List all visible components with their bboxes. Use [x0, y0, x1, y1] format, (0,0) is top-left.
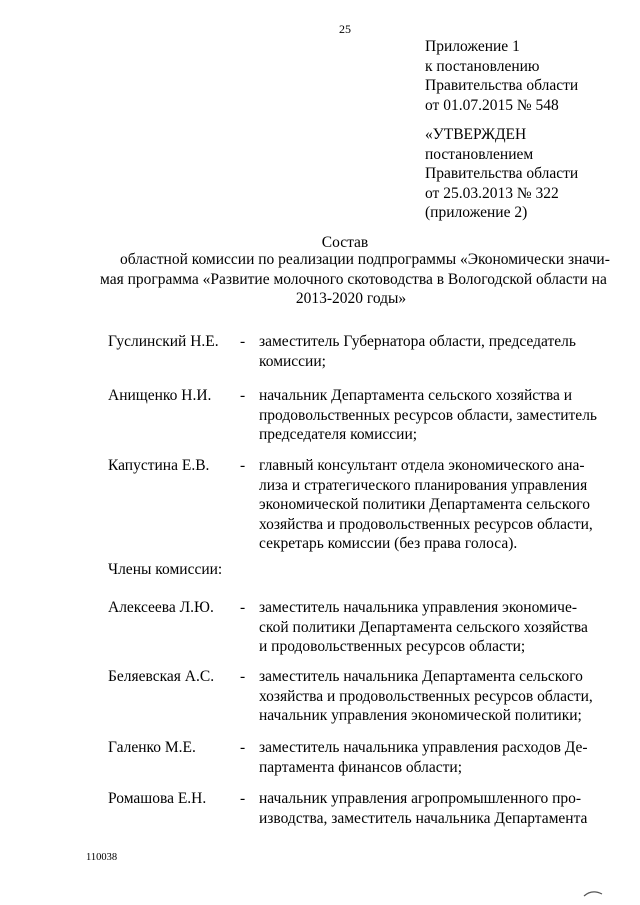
role-line: хозяйства и продовольственных ресурсов области,: [259, 515, 593, 533]
page-number: 25: [339, 22, 351, 36]
approval-line: (приложение 2): [425, 204, 528, 221]
approval-line: постановлением: [425, 145, 534, 163]
role-line: начальник Департамента сельского хозяйства и: [259, 387, 573, 404]
dash: -: [240, 599, 246, 616]
approval-line: «УТВЕРЖДЕН: [425, 126, 527, 143]
document-title: Состав: [321, 234, 369, 251]
person-role: [259, 332, 594, 371]
dash: -: [240, 790, 246, 807]
annex-line: Приложение 1: [425, 38, 520, 55]
person-role: [259, 386, 597, 445]
person-name: Ромашова Е.Н.: [108, 790, 207, 807]
annex-block: [425, 37, 578, 115]
person-role: [259, 667, 594, 726]
role-line: начальник управления агропромышленного про-: [259, 790, 582, 807]
heading-line: областной комиссии по реализации подпрограммы «Экономически значи-: [120, 251, 610, 268]
role-line: комиссии;: [259, 352, 326, 370]
role-line: заместитель Губернатора области, председатель: [259, 333, 576, 350]
role-line: заместитель начальника управления расходов Де-: [259, 739, 588, 756]
role-line: изводства, заместитель начальника Департамента: [259, 809, 588, 827]
role-line: продовольственных ресурсов области, заместитель: [259, 406, 597, 424]
person-role: [259, 598, 594, 657]
person-role: [259, 738, 594, 777]
role-line: заместитель начальника управления экономиче-: [259, 599, 577, 616]
heading-line: мая программа «Развитие молочного скотоводства в Вологодской области на: [100, 270, 607, 288]
person-name: Алексеева Л.Ю.: [108, 599, 214, 616]
role-line: заместитель начальника Департамента сельского: [259, 668, 583, 685]
person-name: Галенко М.Е.: [108, 739, 196, 756]
person-name: Беляевская А.С.: [108, 668, 215, 685]
role-line: главный консультант отдела экономического ана-: [259, 457, 585, 474]
dash: -: [240, 668, 246, 685]
role-line: секретарь комиссии (без права голоса).: [259, 535, 518, 552]
role-line: ской политики Департамента сельского хозяйства: [259, 618, 588, 636]
scan-mark-icon: [582, 888, 604, 898]
role-line: экономической политики Департамента сельского: [259, 496, 590, 513]
approval-line: от 25.03.2013 № 322: [425, 184, 559, 202]
person-name: Анищенко Н.И.: [108, 387, 212, 404]
role-line: лиза и стратегического планирования управления: [259, 476, 588, 494]
person-name: Капустина Е.В.: [108, 457, 210, 474]
annex-line: Правительства области: [425, 77, 579, 94]
role-line: начальник управления экономической политики;: [259, 707, 582, 724]
dash: -: [240, 333, 246, 350]
person-role: [259, 789, 594, 828]
document-heading: [100, 250, 610, 309]
role-line: и продовольственных ресурсов области;: [259, 638, 526, 655]
footer-code: 110038: [86, 852, 118, 863]
role-line: председателя комиссии;: [259, 426, 418, 443]
role-line: хозяйства и продовольственных ресурсов области,: [259, 687, 593, 705]
dash: -: [240, 457, 246, 474]
approval-line: Правительства области: [425, 165, 579, 182]
dash: -: [240, 387, 246, 404]
members-label: Члены комиссии:: [108, 561, 223, 578]
person-name: Гуслинский Н.Е.: [108, 333, 219, 350]
approval-block: [425, 125, 578, 223]
annex-line: к постановлению: [425, 57, 540, 75]
role-line: партамента финансов области;: [259, 758, 463, 776]
annex-line: от 01.07.2015 № 548: [425, 96, 559, 114]
person-role: [259, 456, 594, 554]
heading-line: 2013-2020 годы»: [295, 290, 407, 307]
dash: -: [240, 739, 246, 756]
